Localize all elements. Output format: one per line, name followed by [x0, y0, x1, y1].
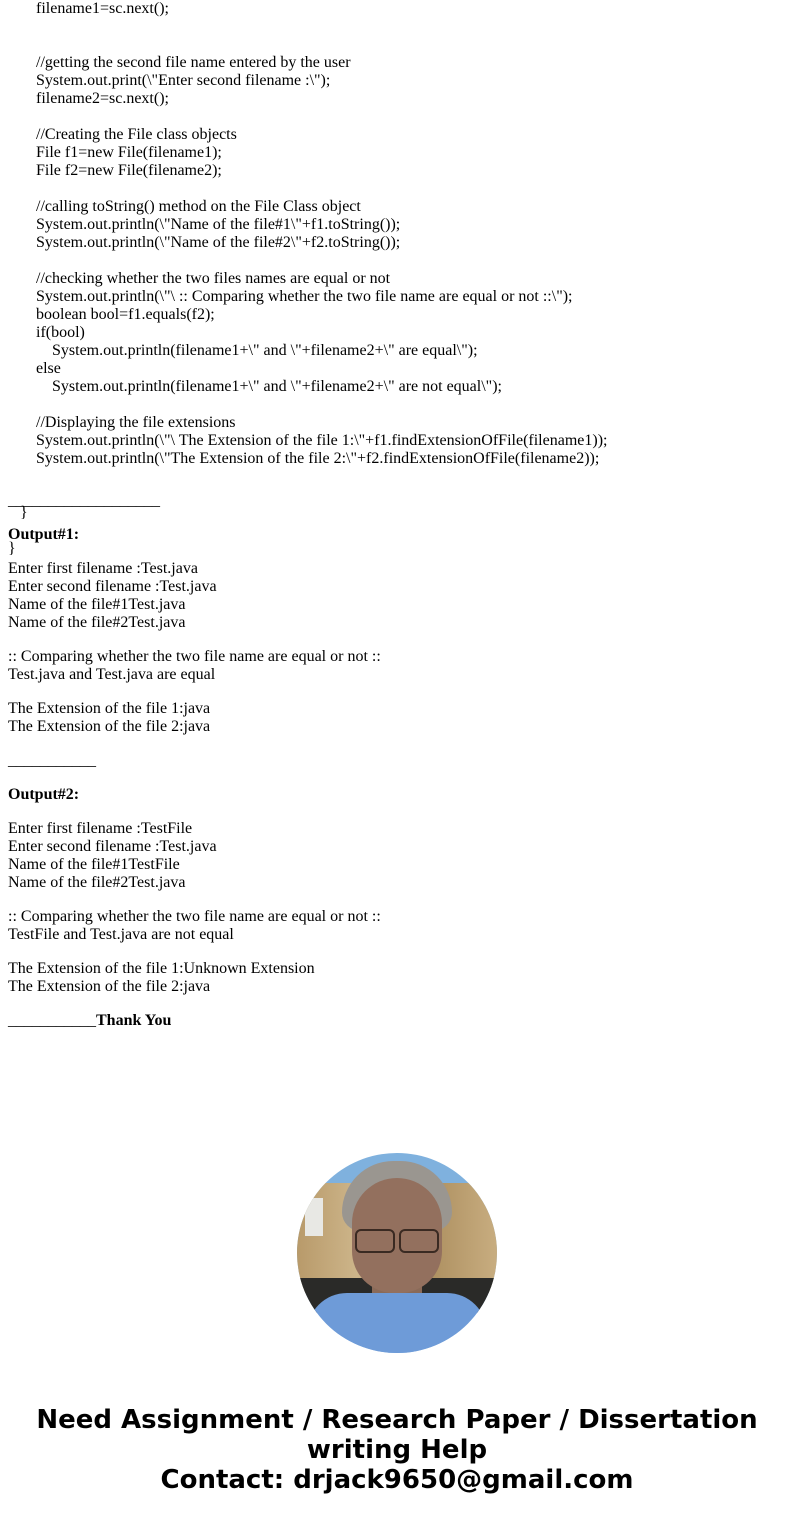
code-line: filename2=sc.next(); — [36, 90, 169, 107]
banner-line2: writing Help — [306, 1435, 488, 1465]
code-line — [0, 18, 794, 36]
code-line — [0, 36, 794, 54]
output-line: The Extension of the file 2:java — [8, 978, 211, 995]
code-line: System.out.println(filename1+\" and \"+filename2+\" are not equal\"); — [52, 378, 502, 395]
output-line: The Extension of the file 1:java — [8, 700, 211, 717]
separator: ___________ — [8, 752, 96, 769]
code-line: File f1=new File(filename1); — [36, 144, 222, 161]
output-line: :: Comparing whether the two file name are equal or not :: — [8, 908, 381, 925]
contact-banner — [0, 1405, 794, 1495]
code-line — [0, 396, 794, 414]
output2-block2 — [8, 908, 788, 944]
output-line: Enter first filename :Test.java — [8, 560, 198, 577]
code-line: System.out.println(\"The Extension of the file 2:\"+f2.findExtensionOfFile(filename2)); — [36, 450, 600, 467]
output1-block2 — [8, 648, 788, 684]
banner-line3: Contact: drjack9650@gmail.com — [160, 1465, 634, 1495]
separator: ___________________ — [8, 492, 160, 509]
code-line: //Creating the File class objects — [36, 126, 237, 143]
output-line: :: Comparing whether the two file name are equal or not :: — [8, 648, 381, 665]
output-line: Enter second filename :Test.java — [8, 578, 217, 595]
code-line: //checking whether the two files names are equal or not — [36, 270, 391, 287]
output-line: TestFile and Test.java are not equal — [8, 926, 234, 943]
closing-separator: ___________ — [8, 1012, 96, 1029]
output1-block1 — [8, 560, 788, 632]
code-line: else — [36, 360, 61, 377]
code-line: if(bool) — [36, 324, 85, 341]
output-line: Test.java and Test.java are equal — [8, 666, 216, 683]
banner-line1: Need Assignment / Research Paper / Dissertation — [36, 1405, 758, 1435]
code-line: //Displaying the file extensions — [36, 414, 236, 431]
code-line: File f2=new File(filename2); — [36, 162, 222, 179]
output-line: Enter second filename :Test.java — [8, 838, 217, 855]
code-line: boolean bool=f1.equals(f2); — [36, 306, 215, 323]
code-line: } — [8, 540, 16, 557]
output-section — [8, 492, 788, 1046]
output2-block3 — [8, 960, 788, 996]
code-line: filename1=sc.next(); — [36, 0, 169, 17]
output1-block3 — [8, 700, 788, 736]
code-line — [0, 468, 794, 486]
thank-you-text: Thank You — [96, 1012, 172, 1029]
code-line — [0, 180, 794, 198]
code-line: System.out.print(\"Enter second filename :\"); — [36, 72, 331, 89]
output-line: Enter first filename :TestFile — [8, 820, 193, 837]
code-line: System.out.println(\"Name of the file#2\"+f2.toString()); — [36, 234, 401, 251]
output2-heading: Output#2: — [8, 786, 80, 803]
code-line: System.out.println(\"\ The Extension of the file 1:\"+f1.findExtensionOfFile(filename1)); — [36, 432, 608, 449]
closing — [8, 1012, 788, 1030]
output-line: Name of the file#1Test.java — [8, 596, 186, 613]
output-line: Name of the file#2Test.java — [8, 614, 186, 631]
output1-heading: Output#1: — [8, 526, 80, 543]
code-line: //getting the second file name entered by the user — [36, 54, 351, 71]
code-line: } — [20, 504, 28, 521]
output-line: Name of the file#1TestFile — [8, 856, 180, 873]
code-line — [0, 108, 794, 126]
code-line — [0, 252, 794, 270]
output-line: The Extension of the file 2:java — [8, 718, 211, 735]
code-line: System.out.println(filename1+\" and \"+filename2+\" are equal\"); — [52, 342, 478, 359]
code-line: System.out.println(\"Name of the file#1\"+f1.toString()); — [36, 216, 401, 233]
code-line: //calling toString() method on the File Class object — [36, 198, 361, 215]
code-listing — [0, 0, 794, 558]
output2-block1 — [8, 820, 788, 892]
code-line: System.out.println(\"\ :: Comparing whether the two file name are equal or not ::\"); — [36, 288, 573, 305]
output-line: Name of the file#2Test.java — [8, 874, 186, 891]
output-line: The Extension of the file 1:Unknown Extension — [8, 960, 315, 977]
author-photo — [297, 1153, 497, 1353]
